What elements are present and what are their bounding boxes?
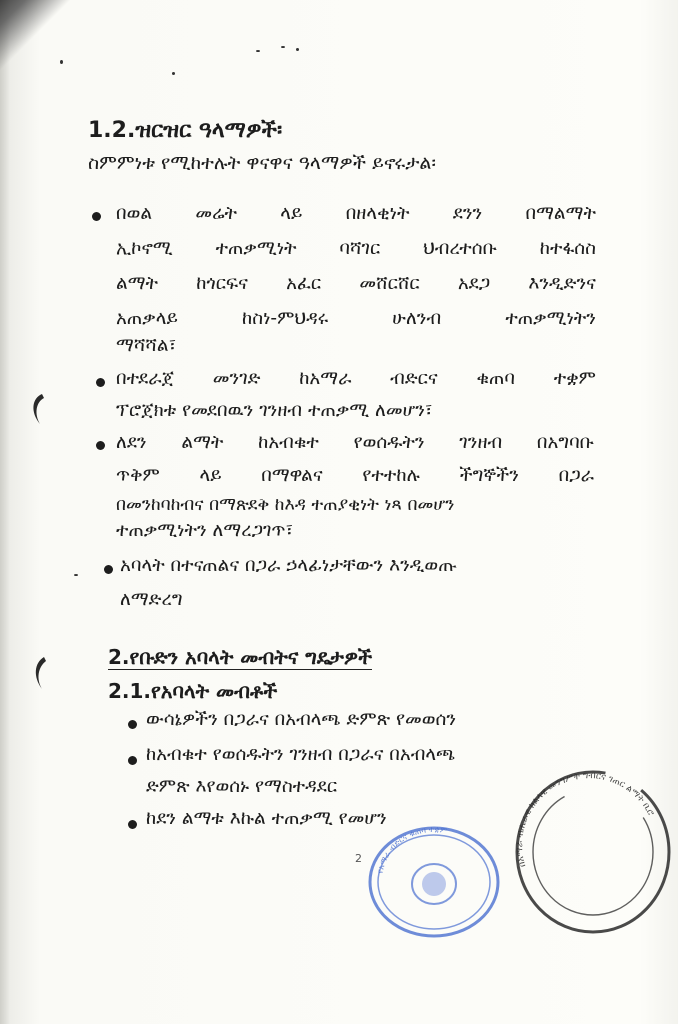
- bullet-line: በወል መሬት ላይ በዘላቂነት ደንን በማልማት: [116, 203, 596, 224]
- punch-hole-mark: [28, 392, 46, 426]
- bullet-line: ፕሮጀክቱ የመደበዉን ገንዘብ ተጠቃሚ ለመሆን፣: [116, 400, 433, 421]
- scan-speck: [281, 46, 285, 48]
- scan-speck: [296, 48, 299, 51]
- page-number: 2: [355, 852, 362, 865]
- bullet-dot: [104, 565, 113, 574]
- section-heading: 1.2.ዝርዝር ዓላማዎች፡: [88, 118, 283, 143]
- bullet-line: ከአብቁተ የወሰዱትን ገንዘብ በጋራና በአብላጫ: [146, 744, 456, 765]
- bullet-dot: [96, 441, 105, 450]
- bullet-dot: [96, 378, 105, 387]
- bullet-line: ድምጽ እየወሰኑ የማስተዳደር: [146, 776, 338, 797]
- bullet-line: ማሻሻል፣: [116, 335, 177, 356]
- scan-speck: [60, 60, 63, 64]
- blue-official-stamp: [364, 820, 504, 940]
- svg-text:በአማራ ብሔራዊ ክልላዊ መንግሥት ግብርና ገጠር: በአማራ ብሔራዊ ክልላዊ መንግሥት ግብርና ገጠር ልማት ቢሮ: [515, 771, 656, 869]
- page-edge-shadow: [0, 0, 10, 1024]
- bullet-line: ለማድረግ: [120, 589, 183, 610]
- scan-speck: [74, 574, 78, 576]
- bullet-line: አባላት በተናጠልና በጋራ ኃላፊነታቸውን እንዲወጡ: [120, 555, 457, 576]
- bullet-line: ልማት ከጎርፍና አፈር መሸርሸር አደጋ እንዲድንና: [116, 273, 596, 294]
- bullet-dot: [92, 212, 101, 221]
- bullet-line: ኢኮኖሚ ተጠቃሚነት ባሻገር ህብረተሰቡ ከተፋሰስ: [116, 238, 596, 259]
- svg-text:የአማራ ብድርና ቁጠባ ተቋም: የአማራ ብድርና ቁጠባ ተቋም: [375, 824, 449, 875]
- bullet-line: በተደራጀ መንገድ ከአማራ ብድርና ቁጠባ ተቋም: [116, 368, 596, 389]
- scan-speck: [172, 72, 175, 75]
- bullet-dot: [128, 720, 137, 729]
- section-heading: 2.የቡድን አባላት መብትና ግዴታዎች: [108, 645, 373, 669]
- bullet-line: ጥቅም ላይ በማዋልና የተተከሉ ችግኞችን በጋራ: [116, 465, 594, 486]
- black-round-stamp: [505, 760, 675, 940]
- bullet-line: አጠቃላይ ከስነ-ምህዳሩ ሁለንብ ተጠቃሚነትን: [116, 308, 596, 329]
- scan-speck: [256, 50, 260, 52]
- subsection-heading: 2.1.የአባላት መብቶች: [108, 679, 278, 703]
- bullet-line: ውሳኔዎችን በጋራና በአብላጫ ድምጽ የመወሰን: [146, 709, 457, 730]
- folded-corner-shadow: [0, 0, 150, 90]
- bullet-line: ለደን ልማት ከአብቁተ የወሰዱትን ገንዘብ በአግባቡ: [116, 432, 594, 453]
- bullet-dot: [128, 756, 137, 765]
- bullet-line: በመንከባከብና በማጽደቅ ከእዳ ተጠያቂነት ነጻ በመሆን: [116, 495, 455, 515]
- punch-hole-mark: [30, 655, 48, 691]
- bullet-dot: [128, 820, 137, 829]
- intro-line: ስምምነቱ የሚከተሉት ዋናዋና ዓላማዎች ይኖሩታል፡: [88, 152, 436, 174]
- bullet-line: ከደን ልማቱ እኩል ተጠቃሚ የመሆን: [146, 808, 387, 829]
- bullet-line: ተጠቃሚነትን ለማረጋገጥ፣: [116, 520, 294, 541]
